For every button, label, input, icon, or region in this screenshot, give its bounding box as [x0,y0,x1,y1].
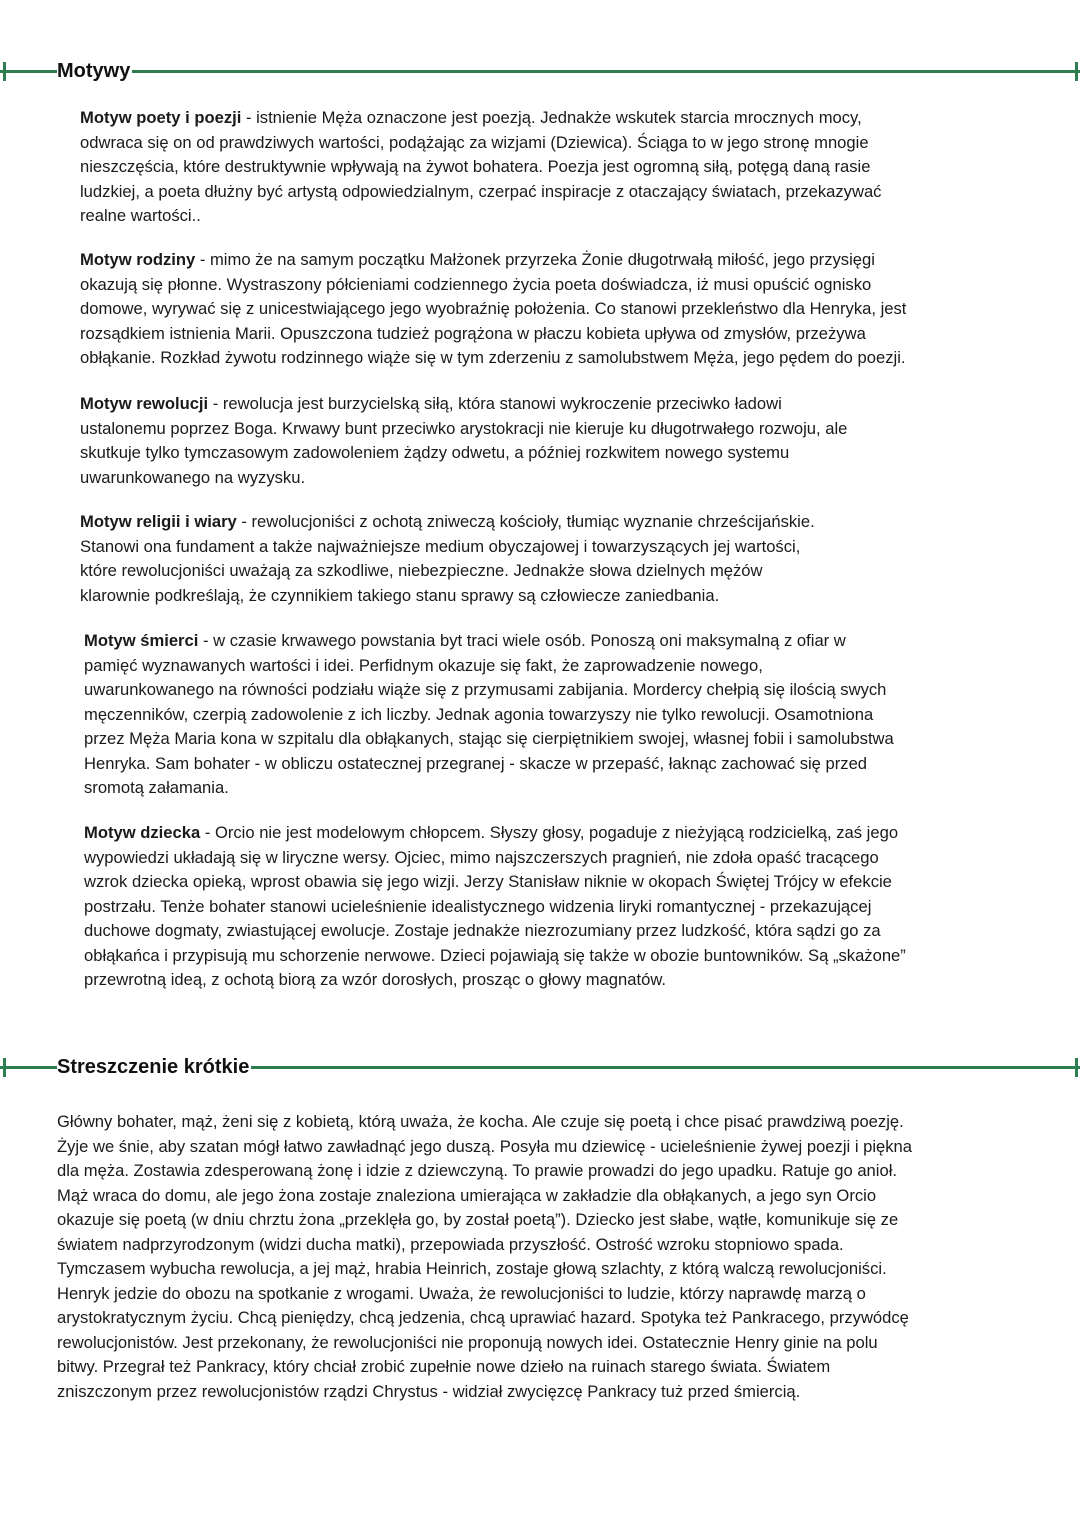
motyw-rewolucji [80,392,847,490]
summary-line: Główny bohater, mąż, żeni się z kobietą, którą uważa, że kocha. Ale czuje się poetą i chce pisać prawdziwą poezję. [57,1112,904,1131]
motyw-line: przez Męża Maria kona w szpitalu dla obłąkanych, stając się cierpiętnikiem swojej, własnej fobii i samolubstwa [84,729,894,748]
streszczenie-text [57,1110,912,1404]
motyw-line: wzrok dziecka opieką, wprost obawia się jego wizji. Jerzy Stanisław niknie w okopach Świętej Trójcy w efekcie [84,872,892,891]
motyw-line: duchowe dogmaty, zwiastującej ewolucje. Zostaje jednakże niezrozumiany przez ludzkość, która sądzi go za [84,921,881,940]
streszczenie-heading-rule [0,1052,1080,1082]
summary-line: arystokratycznym życiu. Chcą pieniędzy, chcą jedzenia, chcą uprawiać hazard. Spotyka też Pankracego, przywódcę [57,1308,909,1327]
motyw-line: odwraca się on od prawdziwych wartości, podążając za wizjami (Dziewica). Ściąga to w jego stronę mnogie [80,132,869,152]
summary-line: dla męża. Zostawia zdesperowaną żonę i idzie z dziewczyną. To prawie prowadzi do jego upadku. Ratuje go anioł. [57,1161,898,1180]
green-divider [0,70,1080,73]
motywy-heading-rule [0,56,1080,86]
motyw-line: okazują się płonne. Wystraszony półcieniami codziennego życia poeta doświadcza, iż musi opuścić ognisko [80,274,872,294]
motyw-line: Stanowi ona fundament a także najważniejsze medium obyczajowej i towarzyszących jej wartości, [80,536,801,556]
motyw-text: - rewolucja jest burzycielską siłą, która stanowi wykroczenie przeciwko ładowi [208,394,782,413]
motyw-line: obłąkanie. Rozkład żywotu rodzinnego wiąże się w tym zderzeniu z samolubstwem Męża, jego pędem do poezji. [80,348,906,367]
motyw-line [80,510,815,535]
summary-line: Żyje we śnie, aby szatan mógł łatwo zawładnąć jego duszą. Posyła mu dziewicę - ucieleśnienie żywej poezji i piękna [57,1136,913,1156]
motyw-title: Motyw rewolucji [80,394,209,413]
section-title-motywy: Motywy [57,60,131,82]
motyw-line: skutkuje tylko tymczasowym zadowoleniem żądzy odwetu, a później rozkwitem nowego systemu [80,443,790,462]
summary-line: Mąż wraca do domu, ale jego żona zostaje znaleziona umierająca w zakładzie dla obłąkanych, a jego syn Orcio [57,1185,877,1205]
motyw-line: Henryka. Sam bohater - w obliczu ostatecznej przegranej - skacze w przepaść, łaknąc zachować się przed [84,753,868,773]
summary-line: okazuje się poetą (w dniu chrztu żona „przeklęła go, by został poetą”). Dziecko jest słabe, wątłe, komunikuje się ze [57,1210,899,1229]
motyw-title: Motyw rodziny [80,250,196,269]
motyw-line: klarownie podkreślają, że czynnikiem takiego stanu sprawy są człowiecze zaniedbania. [80,585,720,605]
motyw-line: rozsądkiem istnienia Marii. Opuszczona tudzież pogrążona w płaczu kobieta upływa od zmysłów, przeżywa [80,323,866,343]
motyw-religii [80,510,815,608]
motyw-line: postrzału. Tenże bohater stanowi ucieleśnienie idealistycznego widzenia liryki romantycznej - przekazującej [84,896,872,916]
motyw-title: Motyw religii i wiary [80,512,237,531]
motyw-line: domowe, wyrywać się z unicestwiającego jego wyobraźnię położenia. Co stanowi przekleństwo dla Henryka, jest [80,299,907,318]
divider-cap-left [3,62,6,81]
summary-line: Henryk jedzie do obozu na spotkanie z wrogami. Uważa, że rewolucjoniści to ludzie, którzy naprawdę marzą o [57,1283,866,1303]
motyw-dziecka [84,821,906,993]
motyw-text: - Orcio nie jest modelowym chłopcem. Słyszy głosy, pogaduje z nieżyjącą rodzicielką, zaś jego [200,823,899,842]
motyw-poety [80,106,881,229]
divider-cap-right [1075,62,1078,81]
motyw-line [80,106,881,131]
motyw-line [80,248,906,273]
motyw-line: pamięć wyznawanych wartości i idei. Perfidnym okazuje się fakt, że zaprowadzenie nowego, [84,655,763,675]
motyw-line: ustalonemu poprzez Boga. Krwawy bunt przeciwko arystokracji nie kieruje ku długotrwałego rozwoju, ale [80,418,848,438]
motyw-line: uwarunkowanego na równości podziału wiąże się z przymusami zabijania. Mordercy chełpią się ilością swych [84,680,887,699]
motyw-rodziny [80,248,906,371]
motyw-line [84,821,906,846]
motyw-line: męczenników, czerpią zadowolenie z ich liczby. Jednak agonia towarzyszy nie tylko rewolucji. Osamotniona [84,704,874,724]
summary-line: zniszczonym przez rewolucjonistów rządzi Chrystus - widział zwycięzcę Pankracy tuż przed śmiercią. [57,1381,801,1401]
summary-line: światem nadprzyrodzonym (widzi ducha matki), przepowiada przyszłość. Ostrość wzroku stopniowo spada. [57,1234,844,1254]
motyw-text: - istnienie Męża oznaczone jest poezją. Jednakże wskutek starcia mrocznych mocy, [241,108,862,127]
motyw-line: realne wartości.. [80,206,201,225]
divider-cap-left [3,1058,6,1077]
motyw-line [84,629,894,654]
motyw-line: ludzkiej, a poeta dłużny być artystą odpowiedzialnym, czerpać inspiracje z otaczający światach, przekazywać [80,181,882,201]
motyw-line: sromotą załamania. [84,778,229,797]
motyw-text: - rewolucjoniści z ochotą zniweczą kościoły, tłumiąc wyznanie chrześcijańskie. [236,512,815,531]
motyw-smierci [84,629,894,801]
motyw-line [80,392,847,417]
summary-line: Tymczasem wybucha rewolucja, a jej mąż, hrabia Heinrich, zostaje głową szlachty, z którą walczą rewolucjoniści. [57,1259,887,1278]
motyw-line: które rewolucjoniści uważają za szkodliwe, niebezpieczne. Jednakże słowa dzielnych mężów [80,561,763,580]
motyw-text: - mimo że na samym początku Małżonek przyrzeka Żonie długotrwałą miłość, jego przysięgi [195,250,875,269]
motyw-title: Motyw śmierci [84,631,199,650]
summary-line: rewolucjonistów. Jest przekonany, że rewolucjoniści nie proponują nowych idei. Ostatecznie Henry ginie na polu [57,1332,878,1352]
motyw-line: wypowiedzi układają się w liryczne wersy. Ojciec, mimo najszczerszych pragnień, nie zdoła opaść tracącego [84,847,879,867]
section-title-streszczenie: Streszczenie krótkie [57,1056,250,1078]
motyw-title: Motyw poety i poezji [80,108,242,127]
motyw-text: - w czasie krwawego powstania byt traci wiele osób. Ponoszą oni maksymalną z ofiar w [198,631,846,650]
motyw-line: obłąkańca i przypisują mu schorzenie nerwowe. Dzieci pojawiają się także w obozie buntowników. Są „skażone” [84,945,906,965]
summary-line: bitwy. Przegrał też Pankracy, który chciał zrobić zupełnie nowe dzieło na ruinach starego świata. Światem [57,1357,831,1376]
motyw-line: nieszczęścia, które destruktywnie wpływają na żywot bohatera. Poezja jest ogromną siłą, potęgą daną rasie [80,157,871,176]
motyw-title: Motyw dziecka [84,823,201,842]
motyw-line: przewrotną ideą, z ochotą biorą za wzór dorosłych, prosząc o głowy magnatów. [84,970,666,989]
motyw-line: uwarunkowanego na wyzysku. [80,467,306,487]
divider-cap-right [1075,1058,1078,1077]
